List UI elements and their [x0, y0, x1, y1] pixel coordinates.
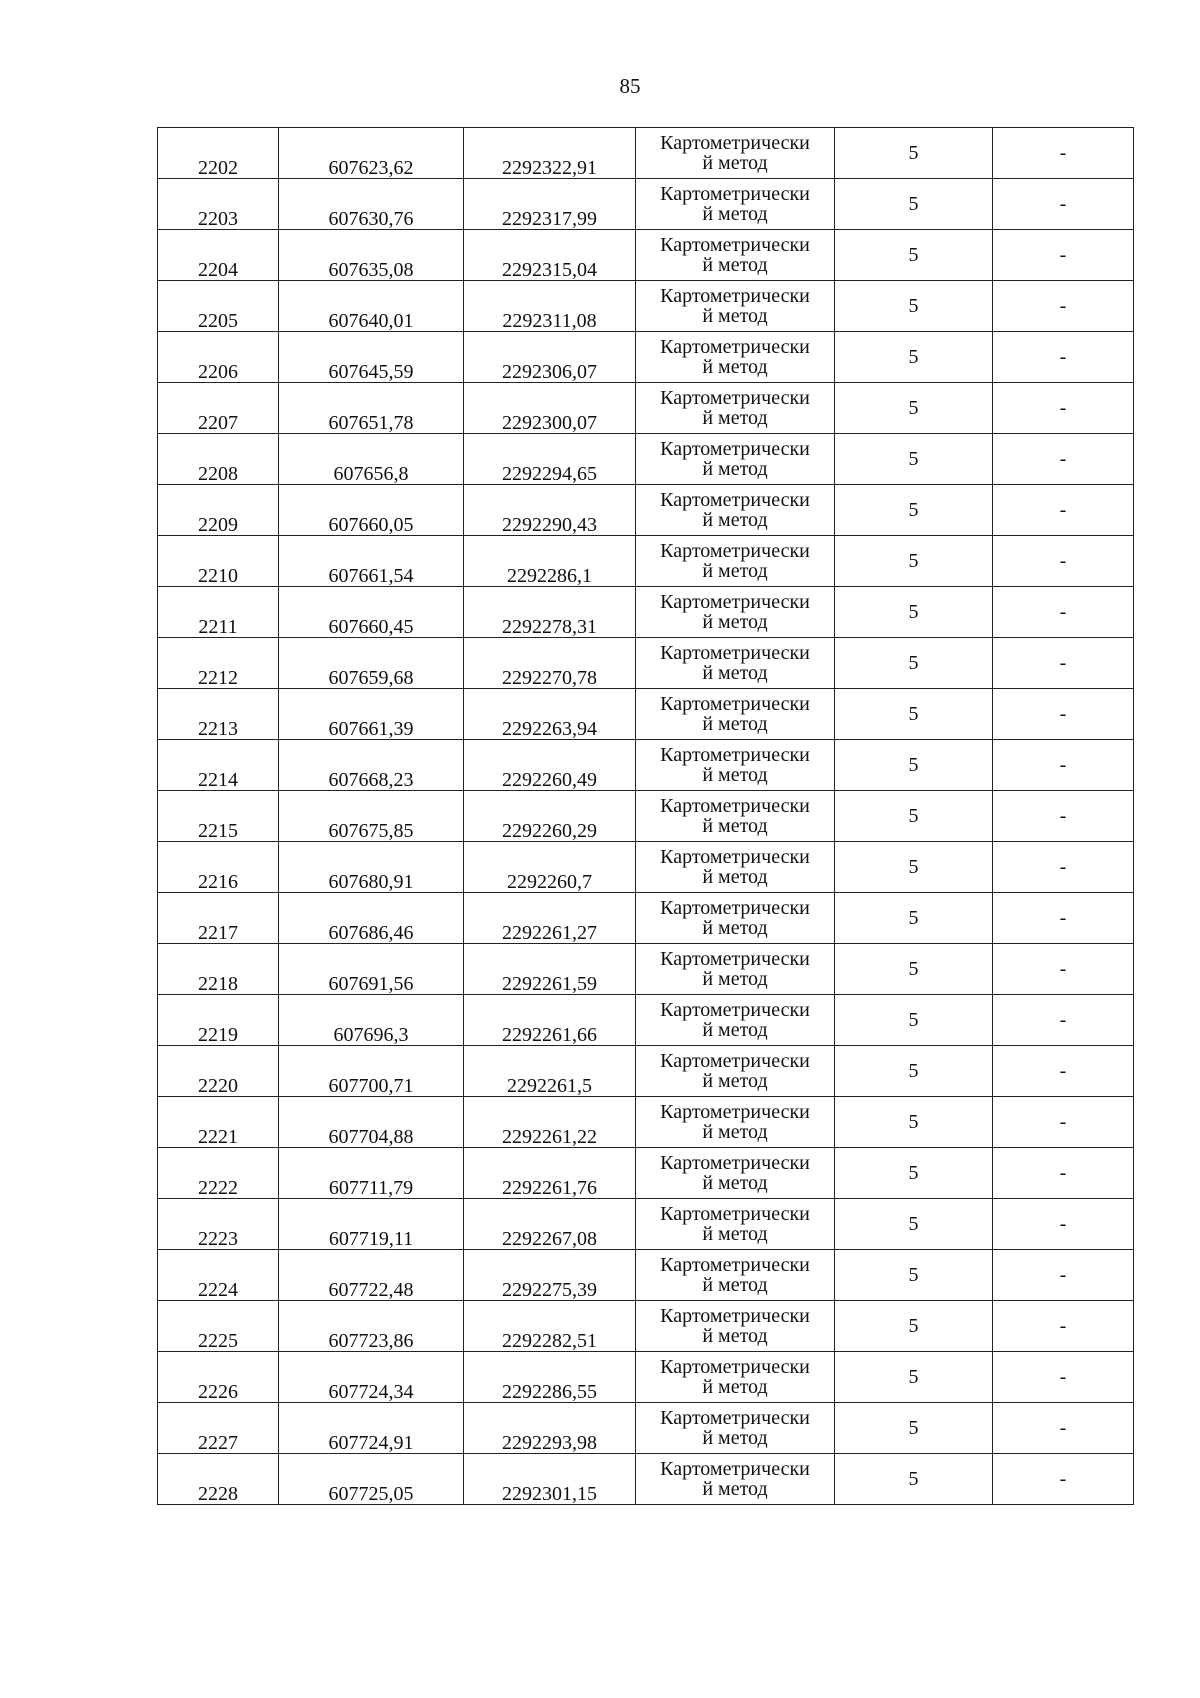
table-row [158, 1148, 1134, 1199]
accuracy-cell: 5 [835, 485, 993, 536]
y-coordinate-cell: 2292267,08 [464, 1199, 636, 1250]
method-cell [636, 383, 835, 434]
accuracy-cell: 5 [835, 842, 993, 893]
point-number-cell: 2203 [158, 179, 279, 230]
point-number-cell: 2204 [158, 230, 279, 281]
method-text-line-2: й метод [702, 407, 768, 429]
accuracy-cell: 5 [835, 332, 993, 383]
point-number-cell: 2218 [158, 944, 279, 995]
method-text-line-1: Картометрически [660, 591, 810, 613]
table-row [158, 791, 1134, 842]
y-coordinate-cell: 2292260,49 [464, 740, 636, 791]
x-coordinate-cell: 607656,8 [279, 434, 464, 485]
table-row [158, 944, 1134, 995]
y-coordinate-cell: 2292282,51 [464, 1301, 636, 1352]
y-coordinate-cell: 2292300,07 [464, 383, 636, 434]
accuracy-cell: 5 [835, 995, 993, 1046]
table-row [158, 485, 1134, 536]
accuracy-cell: 5 [835, 1454, 993, 1505]
note-cell: - [993, 1148, 1134, 1199]
method-text-line-2: й метод [702, 662, 768, 684]
method-cell [636, 1046, 835, 1097]
note-cell: - [993, 281, 1134, 332]
note-cell: - [993, 1454, 1134, 1505]
table-row [158, 179, 1134, 230]
x-coordinate-cell: 607704,88 [279, 1097, 464, 1148]
method-cell [636, 1250, 835, 1301]
point-number-cell: 2213 [158, 689, 279, 740]
y-coordinate-cell: 2292317,99 [464, 179, 636, 230]
y-coordinate-cell: 2292261,59 [464, 944, 636, 995]
table-row [158, 893, 1134, 944]
method-cell [636, 944, 835, 995]
x-coordinate-cell: 607723,86 [279, 1301, 464, 1352]
method-text-line-1: Картометрически [660, 336, 810, 358]
method-text-line-1: Картометрически [660, 285, 810, 307]
point-number-cell: 2202 [158, 128, 279, 179]
method-text-line-1: Картометрически [660, 1203, 810, 1225]
x-coordinate-cell: 607686,46 [279, 893, 464, 944]
method-cell [636, 1352, 835, 1403]
method-text-line-2: й метод [702, 1172, 768, 1194]
method-text-line-1: Картометрически [660, 1152, 810, 1174]
x-coordinate-cell: 607724,34 [279, 1352, 464, 1403]
table-row [158, 128, 1134, 179]
method-text-line-2: й метод [702, 815, 768, 837]
y-coordinate-cell: 2292301,15 [464, 1454, 636, 1505]
method-cell [636, 995, 835, 1046]
method-text-line-2: й метод [702, 203, 768, 225]
method-text-line-1: Картометрически [660, 1407, 810, 1429]
note-cell: - [993, 740, 1134, 791]
accuracy-cell: 5 [835, 1403, 993, 1454]
table-row [158, 1199, 1134, 1250]
method-text-line-2: й метод [702, 1121, 768, 1143]
point-number-cell: 2226 [158, 1352, 279, 1403]
method-cell [636, 587, 835, 638]
y-coordinate-cell: 2292293,98 [464, 1403, 636, 1454]
y-coordinate-cell: 2292294,65 [464, 434, 636, 485]
method-text-line-1: Картометрически [660, 1356, 810, 1378]
y-coordinate-cell: 2292306,07 [464, 332, 636, 383]
table-row [158, 434, 1134, 485]
point-number-cell: 2225 [158, 1301, 279, 1352]
table-row [158, 1403, 1134, 1454]
table-row [158, 383, 1134, 434]
method-cell [636, 689, 835, 740]
method-text-line-1: Картометрически [660, 999, 810, 1021]
method-text-line-2: й метод [702, 713, 768, 735]
x-coordinate-cell: 607724,91 [279, 1403, 464, 1454]
method-text-line-1: Картометрически [660, 234, 810, 256]
table-row [158, 842, 1134, 893]
method-cell [636, 1301, 835, 1352]
method-text-line-1: Картометрически [660, 1050, 810, 1072]
accuracy-cell: 5 [835, 1301, 993, 1352]
note-cell: - [993, 1352, 1134, 1403]
y-coordinate-cell: 2292270,78 [464, 638, 636, 689]
y-coordinate-cell: 2292263,94 [464, 689, 636, 740]
method-text-line-1: Картометрически [660, 693, 810, 715]
method-cell [636, 179, 835, 230]
table-row [158, 587, 1134, 638]
method-cell [636, 434, 835, 485]
note-cell: - [993, 944, 1134, 995]
method-text-line-2: й метод [702, 917, 768, 939]
note-cell: - [993, 1301, 1134, 1352]
accuracy-cell: 5 [835, 893, 993, 944]
method-text-line-2: й метод [702, 1070, 768, 1092]
accuracy-cell: 5 [835, 383, 993, 434]
x-coordinate-cell: 607711,79 [279, 1148, 464, 1199]
note-cell: - [993, 1046, 1134, 1097]
y-coordinate-cell: 2292311,08 [464, 281, 636, 332]
method-cell [636, 1403, 835, 1454]
table-row [158, 1250, 1134, 1301]
x-coordinate-cell: 607691,56 [279, 944, 464, 995]
note-cell: - [993, 791, 1134, 842]
x-coordinate-cell: 607700,71 [279, 1046, 464, 1097]
accuracy-cell: 5 [835, 1148, 993, 1199]
method-text-line-1: Картометрически [660, 387, 810, 409]
y-coordinate-cell: 2292261,27 [464, 893, 636, 944]
table-row [158, 995, 1134, 1046]
accuracy-cell: 5 [835, 230, 993, 281]
point-number-cell: 2221 [158, 1097, 279, 1148]
table-row [158, 536, 1134, 587]
method-text-line-2: й метод [702, 305, 768, 327]
table-row [158, 1454, 1134, 1505]
y-coordinate-cell: 2292260,29 [464, 791, 636, 842]
point-number-cell: 2206 [158, 332, 279, 383]
method-text-line-2: й метод [702, 1274, 768, 1296]
note-cell: - [993, 485, 1134, 536]
note-cell: - [993, 995, 1134, 1046]
x-coordinate-cell: 607675,85 [279, 791, 464, 842]
method-text-line-2: й метод [702, 1376, 768, 1398]
method-text-line-1: Картометрически [660, 1101, 810, 1123]
point-number-cell: 2205 [158, 281, 279, 332]
table-row [158, 281, 1134, 332]
point-number-cell: 2207 [158, 383, 279, 434]
point-number-cell: 2214 [158, 740, 279, 791]
note-cell: - [993, 1250, 1134, 1301]
x-coordinate-cell: 607635,08 [279, 230, 464, 281]
accuracy-cell: 5 [835, 128, 993, 179]
x-coordinate-cell: 607645,59 [279, 332, 464, 383]
method-text-line-1: Картометрически [660, 642, 810, 664]
accuracy-cell: 5 [835, 434, 993, 485]
table-row [158, 638, 1134, 689]
accuracy-cell: 5 [835, 1097, 993, 1148]
note-cell: - [993, 230, 1134, 281]
accuracy-cell: 5 [835, 944, 993, 995]
note-cell: - [993, 383, 1134, 434]
accuracy-cell: 5 [835, 740, 993, 791]
point-number-cell: 2227 [158, 1403, 279, 1454]
y-coordinate-cell: 2292322,91 [464, 128, 636, 179]
method-cell [636, 893, 835, 944]
x-coordinate-cell: 607661,39 [279, 689, 464, 740]
accuracy-cell: 5 [835, 1352, 993, 1403]
method-cell [636, 638, 835, 689]
table-row [158, 1301, 1134, 1352]
y-coordinate-cell: 2292286,1 [464, 536, 636, 587]
method-text-line-1: Картометрически [660, 897, 810, 919]
point-number-cell: 2212 [158, 638, 279, 689]
table-row [158, 1046, 1134, 1097]
y-coordinate-cell: 2292286,55 [464, 1352, 636, 1403]
coordinates-table [157, 127, 1134, 1505]
y-coordinate-cell: 2292275,39 [464, 1250, 636, 1301]
note-cell: - [993, 587, 1134, 638]
method-text-line-2: й метод [702, 560, 768, 582]
method-cell [636, 281, 835, 332]
method-text-line-2: й метод [702, 968, 768, 990]
note-cell: - [993, 434, 1134, 485]
point-number-cell: 2210 [158, 536, 279, 587]
point-number-cell: 2216 [158, 842, 279, 893]
x-coordinate-cell: 607680,91 [279, 842, 464, 893]
accuracy-cell: 5 [835, 536, 993, 587]
note-cell: - [993, 638, 1134, 689]
point-number-cell: 2208 [158, 434, 279, 485]
y-coordinate-cell: 2292315,04 [464, 230, 636, 281]
method-cell [636, 1148, 835, 1199]
x-coordinate-cell: 607719,11 [279, 1199, 464, 1250]
method-text-line-1: Картометрически [660, 795, 810, 817]
accuracy-cell: 5 [835, 1250, 993, 1301]
x-coordinate-cell: 607651,78 [279, 383, 464, 434]
x-coordinate-cell: 607661,54 [279, 536, 464, 587]
table-row [158, 740, 1134, 791]
method-text-line-2: й метод [702, 1019, 768, 1041]
accuracy-cell: 5 [835, 638, 993, 689]
table-row [158, 230, 1134, 281]
accuracy-cell: 5 [835, 179, 993, 230]
method-text-line-1: Картометрически [660, 1254, 810, 1276]
method-text-line-2: й метод [702, 254, 768, 276]
accuracy-cell: 5 [835, 1046, 993, 1097]
method-text-line-2: й метод [702, 356, 768, 378]
table-row [158, 1352, 1134, 1403]
method-text-line-1: Картометрически [660, 438, 810, 460]
x-coordinate-cell: 607722,48 [279, 1250, 464, 1301]
note-cell: - [993, 689, 1134, 740]
x-coordinate-cell: 607630,76 [279, 179, 464, 230]
method-text-line-2: й метод [702, 1427, 768, 1449]
note-cell: - [993, 332, 1134, 383]
method-text-line-1: Картометрически [660, 1458, 810, 1480]
method-cell [636, 842, 835, 893]
y-coordinate-cell: 2292260,7 [464, 842, 636, 893]
method-cell [636, 791, 835, 842]
note-cell: - [993, 128, 1134, 179]
method-cell [636, 230, 835, 281]
point-number-cell: 2224 [158, 1250, 279, 1301]
coordinates-table-body [158, 128, 1134, 1505]
method-text-line-1: Картометрически [660, 489, 810, 511]
method-text-line-1: Картометрически [660, 183, 810, 205]
method-text-line-2: й метод [702, 458, 768, 480]
accuracy-cell: 5 [835, 281, 993, 332]
point-number-cell: 2223 [158, 1199, 279, 1250]
y-coordinate-cell: 2292261,76 [464, 1148, 636, 1199]
accuracy-cell: 5 [835, 791, 993, 842]
method-text-line-1: Картометрически [660, 846, 810, 868]
x-coordinate-cell: 607668,23 [279, 740, 464, 791]
note-cell: - [993, 179, 1134, 230]
method-text-line-1: Картометрически [660, 948, 810, 970]
y-coordinate-cell: 2292261,22 [464, 1097, 636, 1148]
x-coordinate-cell: 607659,68 [279, 638, 464, 689]
page-number: 85 [619, 74, 641, 98]
method-text-line-1: Картометрически [660, 132, 810, 154]
y-coordinate-cell: 2292290,43 [464, 485, 636, 536]
note-cell: - [993, 536, 1134, 587]
note-cell: - [993, 1199, 1134, 1250]
y-coordinate-cell: 2292261,5 [464, 1046, 636, 1097]
x-coordinate-cell: 607660,45 [279, 587, 464, 638]
note-cell: - [993, 842, 1134, 893]
point-number-cell: 2220 [158, 1046, 279, 1097]
x-coordinate-cell: 607640,01 [279, 281, 464, 332]
method-text-line-2: й метод [702, 1223, 768, 1245]
y-coordinate-cell: 2292261,66 [464, 995, 636, 1046]
point-number-cell: 2209 [158, 485, 279, 536]
method-cell [636, 1097, 835, 1148]
method-cell [636, 740, 835, 791]
x-coordinate-cell: 607660,05 [279, 485, 464, 536]
accuracy-cell: 5 [835, 689, 993, 740]
method-cell [636, 1199, 835, 1250]
point-number-cell: 2228 [158, 1454, 279, 1505]
point-number-cell: 2222 [158, 1148, 279, 1199]
note-cell: - [993, 1097, 1134, 1148]
method-text-line-2: й метод [702, 866, 768, 888]
x-coordinate-cell: 607725,05 [279, 1454, 464, 1505]
method-text-line-2: й метод [702, 764, 768, 786]
method-text-line-1: Картометрически [660, 1305, 810, 1327]
note-cell: - [993, 893, 1134, 944]
table-row [158, 1097, 1134, 1148]
point-number-cell: 2215 [158, 791, 279, 842]
table-row [158, 689, 1134, 740]
x-coordinate-cell: 607623,62 [279, 128, 464, 179]
note-cell: - [993, 1403, 1134, 1454]
method-cell [636, 485, 835, 536]
method-cell [636, 1454, 835, 1505]
method-text-line-2: й метод [702, 1325, 768, 1347]
x-coordinate-cell: 607696,3 [279, 995, 464, 1046]
y-coordinate-cell: 2292278,31 [464, 587, 636, 638]
accuracy-cell: 5 [835, 587, 993, 638]
method-text-line-2: й метод [702, 152, 768, 174]
point-number-cell: 2217 [158, 893, 279, 944]
point-number-cell: 2211 [158, 587, 279, 638]
method-text-line-2: й метод [702, 611, 768, 633]
method-text-line-1: Картометрически [660, 540, 810, 562]
table-row [158, 332, 1134, 383]
method-cell [636, 536, 835, 587]
method-cell [636, 332, 835, 383]
method-text-line-2: й метод [702, 509, 768, 531]
method-text-line-1: Картометрически [660, 744, 810, 766]
point-number-cell: 2219 [158, 995, 279, 1046]
accuracy-cell: 5 [835, 1199, 993, 1250]
method-text-line-2: й метод [702, 1478, 768, 1500]
method-cell [636, 128, 835, 179]
